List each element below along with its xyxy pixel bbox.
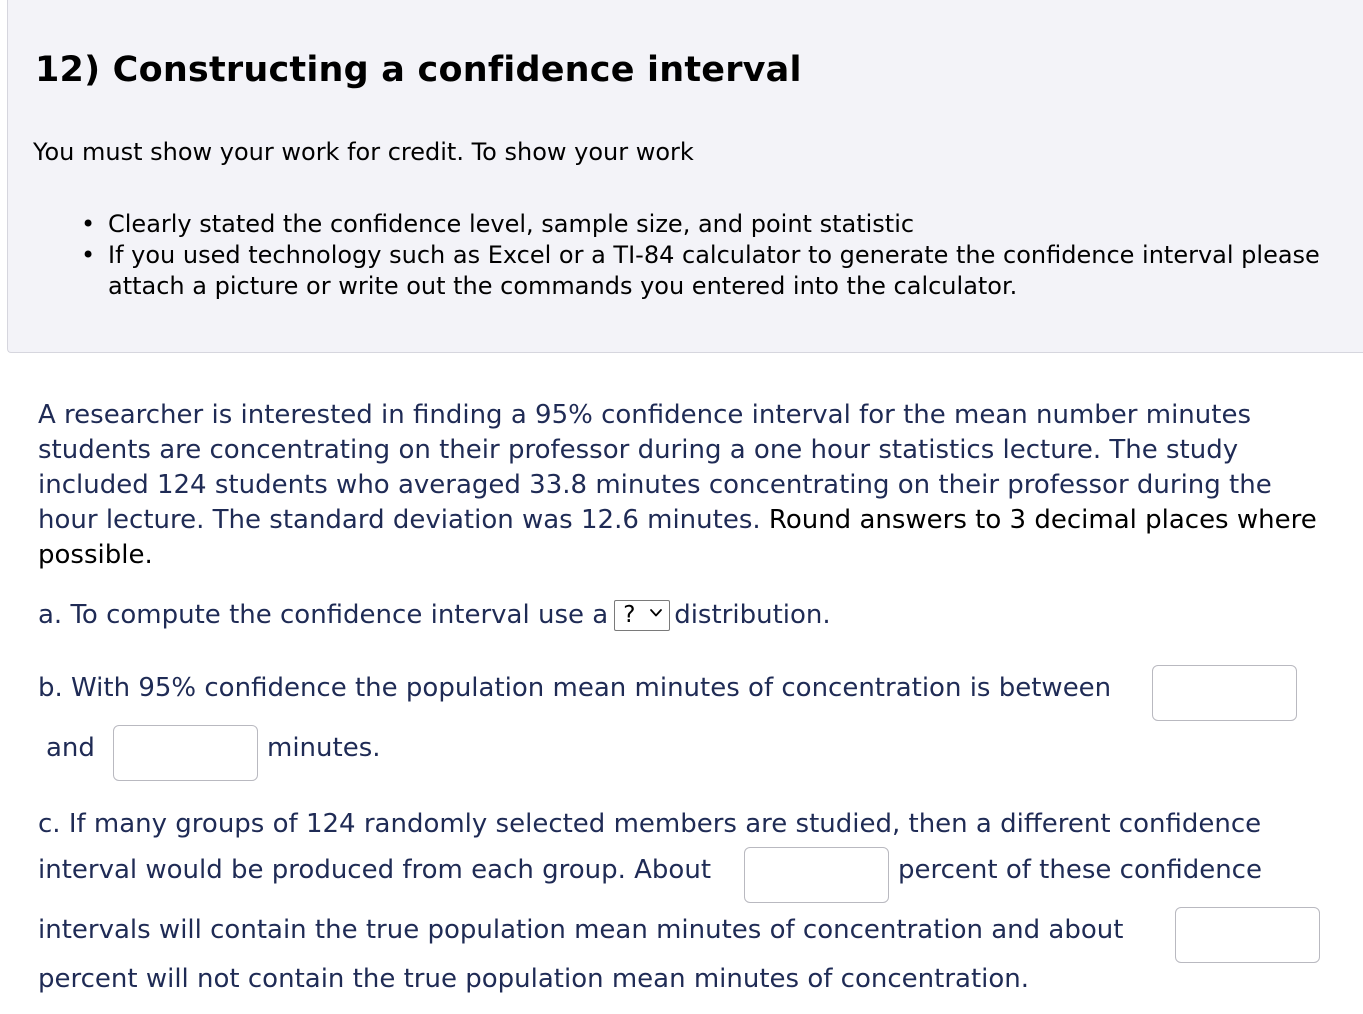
part-c-line1: c. If many groups of 124 randomly selected members are studied, then a different confidence [38, 809, 1262, 839]
lower-bound-input[interactable] [113, 725, 258, 781]
percent-not-contain-input[interactable] [1175, 907, 1320, 963]
part-c-line2-before: interval would be produced from each group. About [38, 855, 712, 885]
problem-text: A researcher is interested in finding a 95% confidence interval for the mean number minutes students are concentrating on their professor during a one hour statistics lecture. The study included 124 students who averaged 33.8 minutes concentrating on their professor during the hour lecture. The standard deviation was 12.6 minutes. [38, 400, 1272, 535]
problem-statement [38, 398, 1333, 573]
part-b-line1: b. With 95% confidence the population mean minutes of concentration is between [38, 673, 1112, 703]
question-title: 12) Constructing a confidence interval [35, 50, 802, 90]
upper-bound-input[interactable] [1152, 665, 1297, 721]
part-a-prompt: a. To compute the confidence interval use a [38, 600, 609, 630]
percent-contain-input[interactable] [744, 847, 889, 903]
part-b-and: and [46, 733, 95, 763]
part-a-suffix: distribution. [674, 600, 831, 630]
part-a [38, 600, 831, 631]
instructions-list [81, 209, 1341, 302]
part-c-line2-after: percent of these confidence [898, 855, 1262, 885]
instruction-item: • Clearly stated the confidence level, sample size, and point statistic [81, 209, 1341, 240]
distribution-select-value: ? [623, 602, 636, 628]
part-c-line3: intervals will contain the true population mean minutes of concentration and about [38, 915, 1124, 945]
part-b-minutes: minutes. [267, 733, 381, 763]
instructions-intro: You must show your work for credit. To show your work [33, 138, 694, 166]
part-c-line4: percent will not contain the true population mean minutes of concentration. [38, 964, 1030, 994]
chevron-down-icon [649, 606, 663, 620]
distribution-select[interactable] [614, 600, 670, 631]
instructions-panel [7, 0, 1363, 353]
rounding-note: Round answers to 3 decimal places where possible. [38, 505, 1317, 570]
instruction-item: • If you used technology such as Excel or a TI-84 calculator to generate the confidence interval please attach a picture or write out the commands you entered into the calculator. [81, 240, 1341, 302]
